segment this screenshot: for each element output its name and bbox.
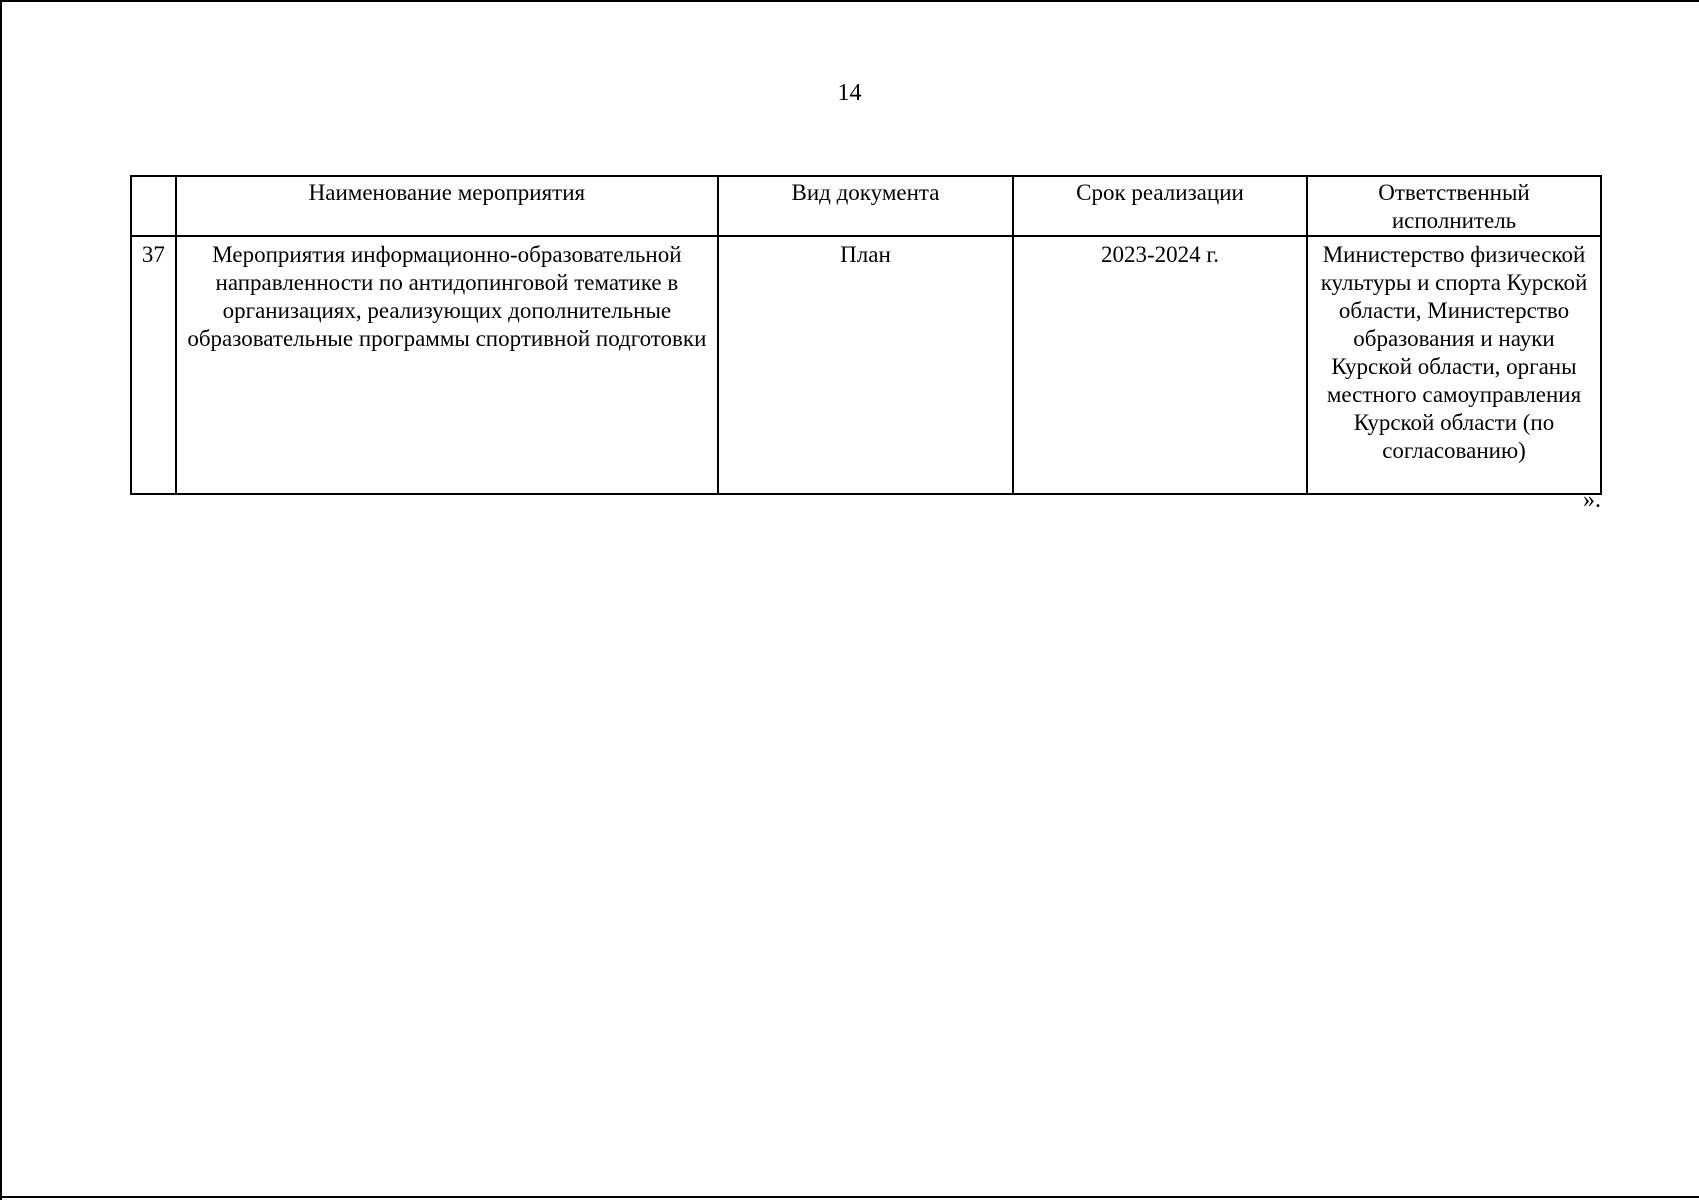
header-activity-name: Наименование мероприятия — [176, 176, 718, 236]
row-implementation-term: 2023-2024 г. — [1013, 236, 1307, 494]
page-edge-bottom — [0, 1196, 1699, 1198]
header-number — [131, 176, 176, 236]
closing-quote-mark: ». — [1583, 487, 1601, 513]
activities-table — [130, 175, 1602, 495]
header-document-type: Вид документа — [718, 176, 1013, 236]
row-number: 37 — [131, 236, 176, 494]
page-number: 14 — [837, 80, 862, 106]
header-responsible: Ответственный исполнитель — [1307, 176, 1601, 236]
page-edge-left — [0, 0, 2, 1200]
table-header-row — [131, 176, 1601, 236]
row-document-type: План — [718, 236, 1013, 494]
row-activity-name: Мероприятия информационно-образовательной направленности по антидопинговой тематике в организациях, реализующих дополнительные образовательные программы спортивной подготовки — [176, 236, 718, 494]
row-responsible: Министерство физической культуры и спорта Курской области, Министерство образования и науки Курской области, органы местного самоуправления Курской области (по согласованию) — [1307, 236, 1601, 494]
header-implementation-term: Срок реализации — [1013, 176, 1307, 236]
table-row — [131, 236, 1601, 494]
page-edge-top — [0, 0, 1699, 2]
